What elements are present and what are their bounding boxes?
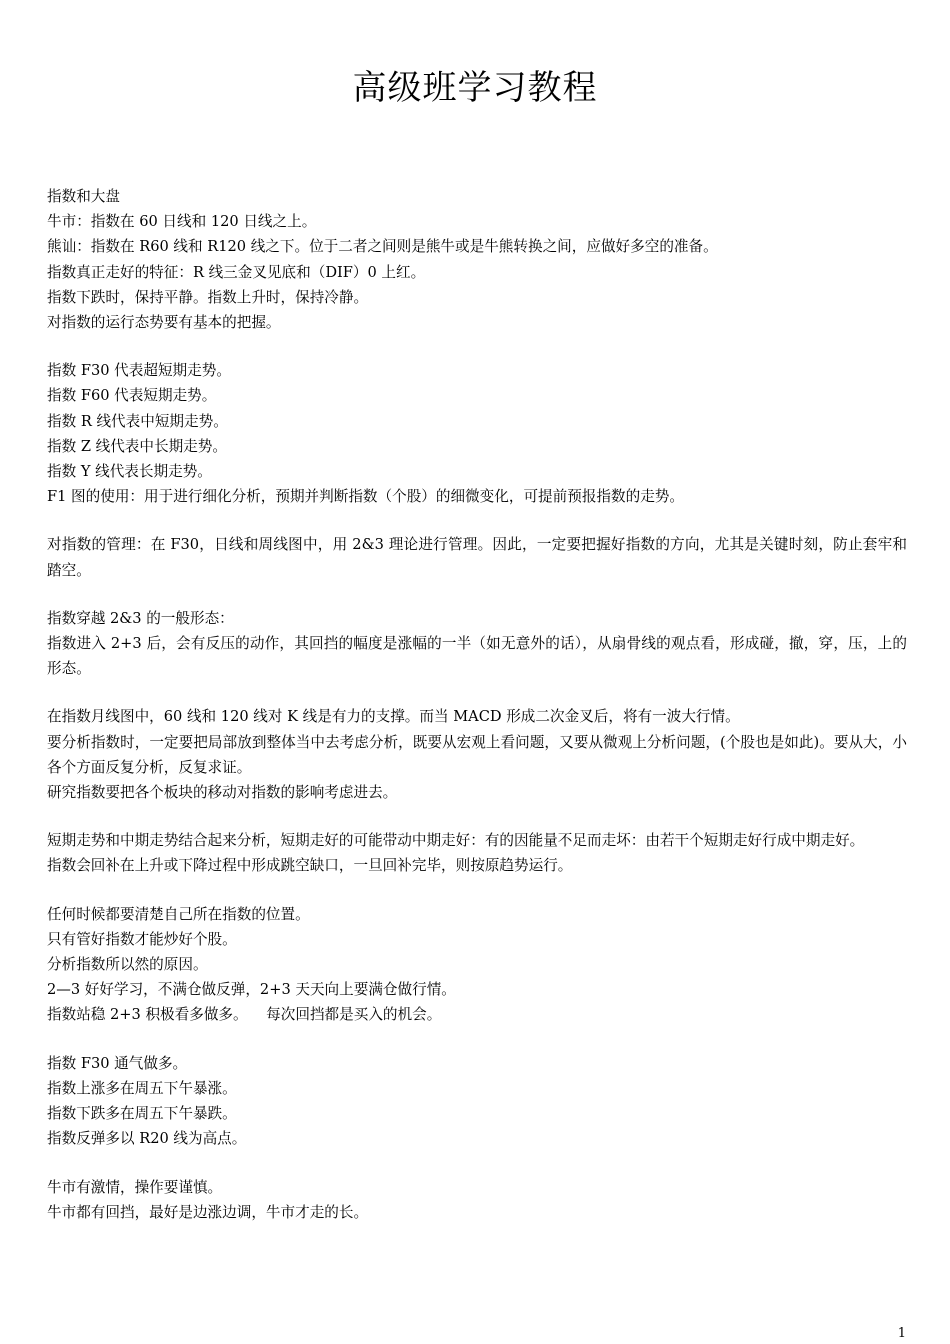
page-title: 高级班学习教程: [352, 68, 598, 108]
text-line: 任何时候都要清楚自己所在指数的位置。: [47, 905, 310, 923]
text-line: 指数 F60 代表短期走势。: [47, 387, 217, 405]
paragraph-monthly-analysis: [47, 704, 907, 805]
text-line: 指数进入 2+3 后，会有反压的动作，其回挡的幅度是涨幅的一半（如无意外的话），从扇骨线的观点看，形成碰，撤，穿，压，上的形态。: [47, 635, 907, 678]
text-line: 指数下跌多在周五下午暴跌。: [47, 1105, 237, 1123]
text-line: 对指数的运行态势要有基本的把握。: [47, 314, 281, 332]
text-line: 牛市：指数在 60 日线和 120 日线之上。: [47, 213, 317, 231]
paragraph-bull-market: [47, 1175, 907, 1225]
text-line: 只有管好指数才能炒好个股。: [47, 930, 237, 948]
text-line: 指数 R 线代表中短期走势。: [47, 412, 228, 430]
text-line: 牛市都有回挡，最好是边涨边调，牛市才走的长。: [47, 1203, 369, 1221]
paragraph-short-mid-trend: [47, 828, 907, 878]
paragraph-crossing-forms: [47, 606, 907, 682]
text-line: F1 图的使用：用于进行细化分析，预期并判断指数（个股）的细微变化，可提前预报指数的走势。: [47, 488, 684, 506]
text-line: 2—3 好好学习，不满仓做反弹，2+3 天天向上要满仓做行情。: [47, 981, 456, 999]
paragraph-index-lines: [47, 358, 907, 509]
text-line: 熊讪：指数在 R60 线和 R120 线之下。位于二者之间则是熊牛或是牛熊转换之间，应做好多空的准备。: [47, 238, 718, 256]
document-body: [47, 184, 907, 1248]
page-number: 1: [897, 1326, 906, 1341]
text-line: 指数站稳 2+3 积极看多做多。 每次回挡都是买入的机会。: [47, 1006, 442, 1024]
paragraph-weekday-patterns: [47, 1051, 907, 1152]
text-line: 指数反弹多以 R20 线为高点。: [47, 1130, 247, 1148]
text-line: 牛市有激情，操作要谨慎。: [47, 1178, 223, 1196]
text-line: 对指数的管理：在 F30，日线和周线图中，用 2&3 理论进行管理。因此，一定要把握好指数的方向，尤其是关键时刻，防止套牢和踏空。: [47, 536, 907, 579]
text-line: 指数 Y 线代表长期走势。: [47, 463, 212, 481]
text-line: 指数 F30 通气做多。: [47, 1054, 188, 1072]
text-line: 指数和大盘: [47, 188, 120, 205]
paragraph-position-awareness: [47, 902, 907, 1028]
text-line: 指数会回补在上升或下降过程中形成跳空缺口，一旦回补完毕，则按原趋势运行。: [47, 857, 573, 875]
text-line: 在指数月线图中，60 线和 120 线对 K 线是有力的支撑。而当 MACD 形成二次金叉后，将有一波大行情。: [47, 708, 740, 726]
text-line: 研究指数要把各个板块的移动对指数的影响考虑进去。: [47, 784, 398, 802]
text-line: 短期走势和中期走势结合起来分析，短期走好的可能带动中期走好：有的因能量不足而走坏：由若干个短期走好行成中期走好。: [47, 832, 865, 850]
text-line: 指数真正走好的特征：R 线三金叉见底和（DIF）0 上红。: [47, 263, 426, 281]
text-line: 指数穿越 2&3 的一般形态：: [47, 609, 234, 627]
text-line: 要分析指数时，一定要把局部放到整体当中去考虑分析，既要从宏观上看问题，又要从微观上分析问题，(个股也是如此)。要从大，小各个方面反复分析，反复求证。: [47, 733, 907, 776]
paragraph-index-and-market: [47, 184, 907, 335]
paragraph-index-management: [47, 532, 907, 582]
text-line: 指数 Z 线代表中长期走势。: [47, 437, 227, 455]
text-line: 指数下跌时，保持平静。指数上升时，保持冷静。: [47, 288, 369, 306]
text-line: 指数 F30 代表超短期走势。: [47, 362, 231, 380]
text-line: 指数上涨多在周五下午暴涨。: [47, 1079, 237, 1097]
text-line: 分析指数所以然的原因。: [47, 956, 208, 974]
